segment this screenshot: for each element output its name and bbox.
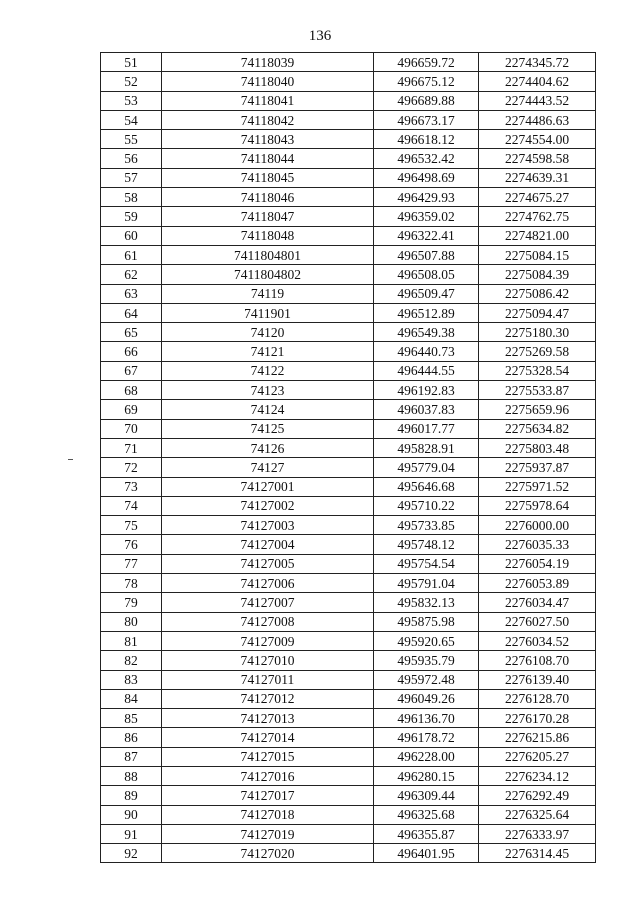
y-coordinate-cell: 2275180.30 [479,323,596,342]
x-coordinate-cell: 496178.72 [374,728,479,747]
x-coordinate-cell: 495828.91 [374,438,479,457]
row-index-cell: 74 [101,496,162,515]
x-coordinate-cell: 496325.68 [374,805,479,824]
y-coordinate-cell: 2274554.00 [479,130,596,149]
row-index-cell: 87 [101,747,162,766]
y-coordinate-cell: 2274598.58 [479,149,596,168]
table-row [101,477,596,496]
y-coordinate-cell: 2275533.87 [479,381,596,400]
table-row [101,284,596,303]
y-coordinate-cell: 2275086.42 [479,284,596,303]
x-coordinate-cell: 496228.00 [374,747,479,766]
point-id-cell: 74118044 [162,149,374,168]
x-coordinate-cell: 496689.88 [374,91,479,110]
x-coordinate-cell: 496444.55 [374,361,479,380]
y-coordinate-cell: 2275937.87 [479,458,596,477]
row-index-cell: 52 [101,72,162,91]
point-id-cell: 74118047 [162,207,374,226]
x-coordinate-cell: 496359.02 [374,207,479,226]
table-row [101,535,596,554]
x-coordinate-cell: 496512.89 [374,303,479,322]
table-row [101,651,596,670]
x-coordinate-cell: 496192.83 [374,381,479,400]
y-coordinate-cell: 2274762.75 [479,207,596,226]
row-index-cell: 85 [101,709,162,728]
row-index-cell: 89 [101,786,162,805]
x-coordinate-cell: 495791.04 [374,574,479,593]
y-coordinate-cell: 2276170.28 [479,709,596,728]
point-id-cell: 74118048 [162,226,374,245]
y-coordinate-cell: 2276035.33 [479,535,596,554]
row-index-cell: 61 [101,245,162,264]
table-row [101,400,596,419]
y-coordinate-cell: 2274821.00 [479,226,596,245]
y-coordinate-cell: 2274639.31 [479,168,596,187]
point-id-cell: 74118041 [162,91,374,110]
y-coordinate-cell: 2276314.45 [479,844,596,863]
point-id-cell: 74127017 [162,786,374,805]
row-index-cell: 77 [101,554,162,573]
x-coordinate-cell: 496532.42 [374,149,479,168]
table-row [101,226,596,245]
point-id-cell: 74126 [162,438,374,457]
x-coordinate-cell: 495935.79 [374,651,479,670]
x-coordinate-cell: 495920.65 [374,631,479,650]
row-index-cell: 59 [101,207,162,226]
point-id-cell: 74119 [162,284,374,303]
row-index-cell: 88 [101,766,162,785]
x-coordinate-cell: 496401.95 [374,844,479,863]
y-coordinate-cell: 2275978.64 [479,496,596,515]
table-row [101,207,596,226]
row-index-cell: 79 [101,593,162,612]
x-coordinate-cell: 496673.17 [374,110,479,129]
table-row [101,245,596,264]
row-index-cell: 69 [101,400,162,419]
table-row [101,766,596,785]
point-id-cell: 7411804802 [162,265,374,284]
y-coordinate-cell: 2276034.52 [479,631,596,650]
table-row [101,574,596,593]
x-coordinate-cell: 496355.87 [374,824,479,843]
y-coordinate-cell: 2274345.72 [479,53,596,72]
table-row [101,670,596,689]
row-index-cell: 76 [101,535,162,554]
point-id-cell: 74121 [162,342,374,361]
table-row [101,844,596,863]
table-row [101,361,596,380]
y-coordinate-cell: 2275084.15 [479,245,596,264]
row-index-cell: 90 [101,805,162,824]
y-coordinate-cell: 2276108.70 [479,651,596,670]
x-coordinate-cell: 495733.85 [374,516,479,535]
x-coordinate-cell: 495754.54 [374,554,479,573]
y-coordinate-cell: 2276205.27 [479,747,596,766]
y-coordinate-cell: 2276292.49 [479,786,596,805]
y-coordinate-cell: 2276215.86 [479,728,596,747]
x-coordinate-cell: 496429.93 [374,188,479,207]
x-coordinate-cell: 496322.41 [374,226,479,245]
row-index-cell: 73 [101,477,162,496]
table-row [101,53,596,72]
table-row [101,824,596,843]
row-index-cell: 62 [101,265,162,284]
y-coordinate-cell: 2275084.39 [479,265,596,284]
x-coordinate-cell: 495710.22 [374,496,479,515]
point-id-cell: 7411901 [162,303,374,322]
point-id-cell: 74127004 [162,535,374,554]
table-row [101,786,596,805]
point-id-cell: 7411804801 [162,245,374,264]
y-coordinate-cell: 2276027.50 [479,612,596,631]
y-coordinate-cell: 2275659.96 [479,400,596,419]
row-index-cell: 71 [101,438,162,457]
table-row [101,303,596,322]
row-index-cell: 81 [101,631,162,650]
y-coordinate-cell: 2276325.64 [479,805,596,824]
x-coordinate-cell: 496049.26 [374,689,479,708]
scan-artifact-mark [68,459,73,460]
point-id-cell: 74127019 [162,824,374,843]
y-coordinate-cell: 2275328.54 [479,361,596,380]
table-row [101,91,596,110]
row-index-cell: 70 [101,419,162,438]
y-coordinate-cell: 2275803.48 [479,438,596,457]
point-id-cell: 74127015 [162,747,374,766]
point-id-cell: 74127008 [162,612,374,631]
x-coordinate-cell: 496509.47 [374,284,479,303]
row-index-cell: 53 [101,91,162,110]
row-index-cell: 72 [101,458,162,477]
y-coordinate-cell: 2276054.19 [479,554,596,573]
x-coordinate-cell: 496675.12 [374,72,479,91]
page-number: 136 [308,28,332,44]
x-coordinate-cell: 496280.15 [374,766,479,785]
point-id-cell: 74127006 [162,574,374,593]
row-index-cell: 65 [101,323,162,342]
row-index-cell: 55 [101,130,162,149]
y-coordinate-cell: 2274486.63 [479,110,596,129]
point-id-cell: 74122 [162,361,374,380]
table-row [101,342,596,361]
x-coordinate-cell: 496440.73 [374,342,479,361]
y-coordinate-cell: 2276234.12 [479,766,596,785]
table-row [101,612,596,631]
x-coordinate-cell: 495972.48 [374,670,479,689]
table-row [101,458,596,477]
table-row [101,554,596,573]
row-index-cell: 91 [101,824,162,843]
y-coordinate-cell: 2276139.40 [479,670,596,689]
y-coordinate-cell: 2276034.47 [479,593,596,612]
point-id-cell: 74127001 [162,477,374,496]
table-row [101,381,596,400]
row-index-cell: 86 [101,728,162,747]
y-coordinate-cell: 2274675.27 [479,188,596,207]
table-row [101,593,596,612]
point-id-cell: 74127020 [162,844,374,863]
table-row [101,168,596,187]
table-row [101,747,596,766]
table-row [101,323,596,342]
point-id-cell: 74127005 [162,554,374,573]
y-coordinate-cell: 2276128.70 [479,689,596,708]
x-coordinate-cell: 496549.38 [374,323,479,342]
coordinate-table [100,52,596,863]
x-coordinate-cell: 495779.04 [374,458,479,477]
table-row [101,265,596,284]
table-row [101,419,596,438]
point-id-cell: 74127010 [162,651,374,670]
point-id-cell: 74127009 [162,631,374,650]
x-coordinate-cell: 496309.44 [374,786,479,805]
point-id-cell: 74127007 [162,593,374,612]
row-index-cell: 56 [101,149,162,168]
row-index-cell: 67 [101,361,162,380]
y-coordinate-cell: 2276053.89 [479,574,596,593]
coordinate-table-body [101,53,596,863]
table-row [101,805,596,824]
point-id-cell: 74127016 [162,766,374,785]
y-coordinate-cell: 2274443.52 [479,91,596,110]
point-id-cell: 74118045 [162,168,374,187]
x-coordinate-cell: 496037.83 [374,400,479,419]
row-index-cell: 68 [101,381,162,400]
row-index-cell: 75 [101,516,162,535]
x-coordinate-cell: 496498.69 [374,168,479,187]
point-id-cell: 74127012 [162,689,374,708]
point-id-cell: 74118043 [162,130,374,149]
row-index-cell: 60 [101,226,162,245]
y-coordinate-cell: 2274404.62 [479,72,596,91]
table-row [101,516,596,535]
x-coordinate-cell: 496136.70 [374,709,479,728]
y-coordinate-cell: 2275971.52 [479,477,596,496]
row-index-cell: 66 [101,342,162,361]
y-coordinate-cell: 2276000.00 [479,516,596,535]
point-id-cell: 74118039 [162,53,374,72]
table-row [101,631,596,650]
point-id-cell: 74127003 [162,516,374,535]
point-id-cell: 74127002 [162,496,374,515]
table-row [101,72,596,91]
y-coordinate-cell: 2276333.97 [479,824,596,843]
x-coordinate-cell: 495646.68 [374,477,479,496]
point-id-cell: 74127 [162,458,374,477]
row-index-cell: 78 [101,574,162,593]
x-coordinate-cell: 495875.98 [374,612,479,631]
row-index-cell: 63 [101,284,162,303]
table-row [101,709,596,728]
point-id-cell: 74127011 [162,670,374,689]
x-coordinate-cell: 496508.05 [374,265,479,284]
point-id-cell: 74118046 [162,188,374,207]
row-index-cell: 57 [101,168,162,187]
point-id-cell: 74118042 [162,110,374,129]
row-index-cell: 54 [101,110,162,129]
x-coordinate-cell: 495748.12 [374,535,479,554]
row-index-cell: 58 [101,188,162,207]
x-coordinate-cell: 496017.77 [374,419,479,438]
point-id-cell: 74120 [162,323,374,342]
table-row [101,496,596,515]
x-coordinate-cell: 496618.12 [374,130,479,149]
row-index-cell: 84 [101,689,162,708]
point-id-cell: 74127018 [162,805,374,824]
point-id-cell: 74124 [162,400,374,419]
row-index-cell: 92 [101,844,162,863]
row-index-cell: 51 [101,53,162,72]
table-row [101,149,596,168]
x-coordinate-cell: 496507.88 [374,245,479,264]
y-coordinate-cell: 2275269.58 [479,342,596,361]
y-coordinate-cell: 2275094.47 [479,303,596,322]
table-row [101,188,596,207]
table-row [101,130,596,149]
x-coordinate-cell: 496659.72 [374,53,479,72]
point-id-cell: 74127014 [162,728,374,747]
table-row [101,689,596,708]
row-index-cell: 83 [101,670,162,689]
row-index-cell: 80 [101,612,162,631]
y-coordinate-cell: 2275634.82 [479,419,596,438]
table-row [101,728,596,747]
point-id-cell: 74118040 [162,72,374,91]
point-id-cell: 74125 [162,419,374,438]
point-id-cell: 74127013 [162,709,374,728]
row-index-cell: 82 [101,651,162,670]
point-id-cell: 74123 [162,381,374,400]
row-index-cell: 64 [101,303,162,322]
table-row [101,110,596,129]
table-row [101,438,596,457]
x-coordinate-cell: 495832.13 [374,593,479,612]
